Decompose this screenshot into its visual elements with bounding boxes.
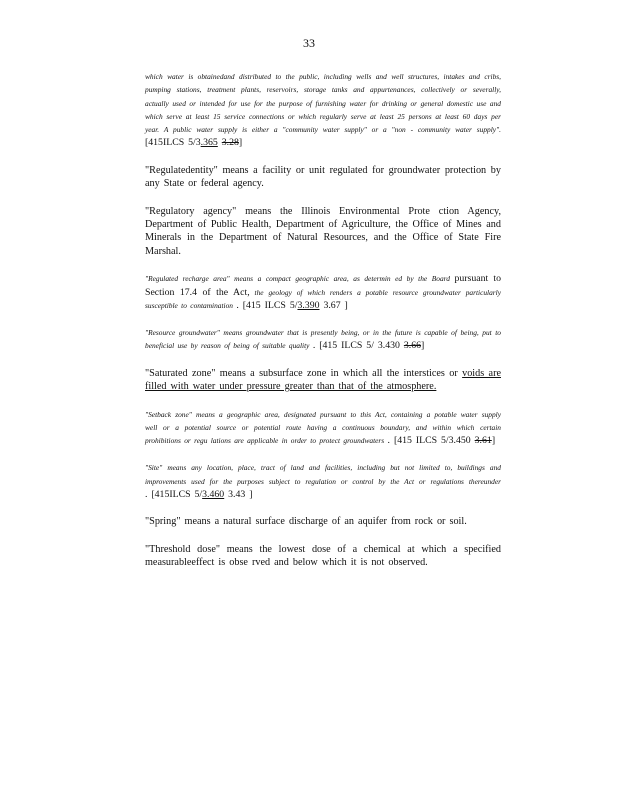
definition-text: "Site" means any location, place, tract of land and facilities, including but not limited to, buildings and improvements used for the purposes subject to regulation or control by the Act or regulations thereunder <box>145 463 501 486</box>
definition-text: "Spring" means a natural surface discharge of an aquifer from rock or soil. <box>145 516 467 528</box>
definition-public-water-supply-continued <box>145 70 501 150</box>
definition-site <box>145 461 501 501</box>
definition-text-tail: the geology of which renders a potable resource groundwater particularly susceptible to contamination <box>145 287 502 310</box>
definition-added-text: voids are filled with water under pressure greater than that of the atmosphere. <box>145 367 501 393</box>
definition-text: "Setback zone" means a geographic area, designated pursuant to this Act, containing a potable water supply well or a potential source or potential route having a continuous boundary, and within which certain prohibitions or regu lations are applicable in order to protect groundwaters <box>145 409 501 446</box>
citation-new-text: 3.460 <box>202 489 225 500</box>
definition-text: "Saturated zone" means a subsurface zone in which all the interstices or <box>145 367 458 379</box>
page-number: 33 <box>303 36 315 50</box>
citation-new-text: 3.390 <box>297 299 320 311</box>
definition-regulated-entity <box>145 164 501 191</box>
citation: . [415 ILCS 5/ 3.430 3.66] <box>312 340 425 352</box>
definition-threshold-dose <box>145 543 501 570</box>
citation: . [415ILCS 5/3.460 3.43 ] <box>145 489 253 500</box>
citation: . [415 ILCS 5/3.390 3.67 ] <box>236 299 348 311</box>
definition-text: "Regulated recharge area" means a compact geographic area, as determin ed by the Board <box>145 274 450 284</box>
definition-text: "Regulatedentity" means a facility or unit regulated for groundwater protection by any State or federal agency. <box>145 164 501 190</box>
definition-spring <box>145 515 501 528</box>
definition-saturated-zone <box>145 367 501 394</box>
citation: . [415 ILCS 5/3.450 3.61] <box>387 435 496 447</box>
definition-text: "Regulatory agency" means the Illinois Environmental Prote ction Agency, Department of Public Health, Department of Agriculture, the Office of Mines and Minerals in the Department of Natural Resources, and the Office of State Fire Marshal. <box>145 205 501 257</box>
definition-setback-zone <box>145 408 501 448</box>
citation-new-text: .365 <box>200 137 218 149</box>
definition-text: "Resource groundwater" means groundwater that is presently being, or in the future is capable of being, put to beneficial use by reason of being of suitable quality <box>145 328 501 351</box>
citation-deleted-text: 3.61 <box>474 435 492 447</box>
document-body <box>145 70 501 584</box>
citation-deleted-text: 3.66 <box>403 340 422 352</box>
definition-regulated-recharge-area <box>145 272 501 312</box>
definition-text: "Threshold dose" means the lowest dose of a chemical at which a specified measurableeffect is obse rved and below which it is not observed. <box>145 543 501 569</box>
definition-text: which water is obtainedand distributed to the public, including wells and well structures, intakes and cribs, pumping stations, treatment plants, reservoirs, storage tanks and appurtenances, collectively or severally, actually used or intended for use for the purpose of furnishing water for drinking or general domestic use and which serve at least 15 service connections or which regularly serve at least 25 persons at least 60 days per year. A public water supply is either a "community water supply" or a "non - community water supply". <box>145 72 501 135</box>
citation: [415ILCS 5/3.365 3.28] <box>145 137 243 149</box>
definition-resource-groundwater <box>145 326 501 353</box>
definition-regulatory-agency <box>145 205 501 259</box>
citation-deleted-text: 3.28 <box>221 137 239 149</box>
definition-nonitalic-text: pursuant to Section 17.4 of the Act, <box>145 273 501 298</box>
